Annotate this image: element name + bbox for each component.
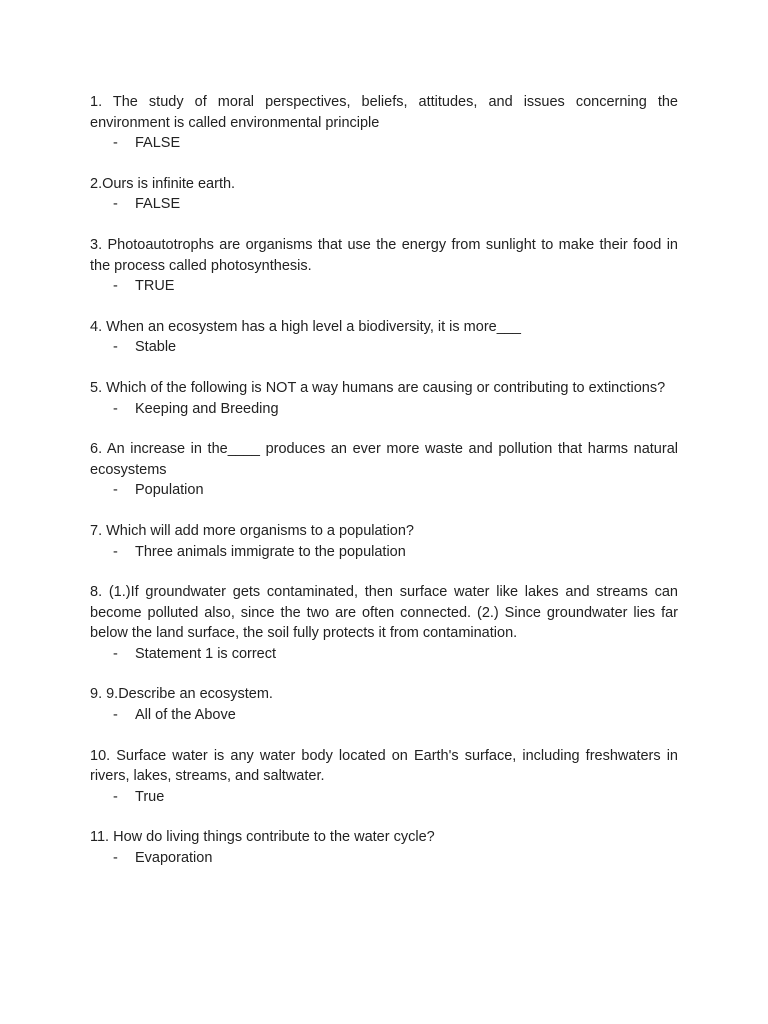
answer-text: Population <box>135 482 204 499</box>
answer-item <box>90 399 678 420</box>
answer-text: Keeping and Breeding <box>135 400 279 417</box>
answer-bullet: - <box>113 482 118 499</box>
answer-bullet: - <box>113 543 118 560</box>
question-item <box>90 582 678 664</box>
answer-text: TRUE <box>135 278 175 295</box>
question-item <box>90 827 678 868</box>
question-text: 3. Photoautotrophs are organisms that use the energy from sunlight to make their food in the process called photosynthesis. <box>90 236 678 274</box>
answer-bullet: - <box>113 788 118 805</box>
answer-item <box>90 787 678 808</box>
answer-text: FALSE <box>135 135 181 152</box>
question-text: 5. Which of the following is NOT a way humans are causing or contributing to extinctions? <box>90 379 666 396</box>
answer-bullet: - <box>113 339 118 356</box>
question-item <box>90 746 678 808</box>
answer-item <box>90 644 678 665</box>
answer-item <box>90 542 678 563</box>
answer-text: FALSE <box>135 196 181 213</box>
answer-item <box>90 133 678 154</box>
answer-item <box>90 705 678 726</box>
question-text: 7. Which will add more organisms to a population? <box>90 522 414 539</box>
question-item <box>90 92 678 154</box>
question-item <box>90 684 678 725</box>
answer-text: Evaporation <box>135 850 213 867</box>
answer-item <box>90 848 678 869</box>
question-text: 6. An increase in the____ produces an ever more waste and pollution that harms natural ecosystems <box>90 441 678 478</box>
answer-item <box>90 194 678 215</box>
answer-bullet: - <box>113 196 118 213</box>
question-text: 8. (1.)If groundwater gets contaminated, then surface water like lakes and streams can become polluted also, since the two are often connected. (2.) Since groundwater lies far below the land surface, the soil fully protects it from contamination. <box>90 584 678 642</box>
question-text: 4. When an ecosystem has a high level a biodiversity, it is more___ <box>90 318 521 335</box>
answer-text: True <box>135 788 165 805</box>
answer-bullet: - <box>113 645 118 662</box>
answer-bullet: - <box>113 707 118 724</box>
question-text: 11. How do living things contribute to the water cycle? <box>90 829 435 846</box>
question-item <box>90 439 678 501</box>
answer-bullet: - <box>113 400 118 417</box>
answer-text: All of the Above <box>135 707 236 724</box>
document-page <box>90 92 678 889</box>
answer-text: Three animals immigrate to the population <box>135 543 406 560</box>
answer-item <box>90 276 678 297</box>
answer-item <box>90 480 678 501</box>
question-item <box>90 317 678 358</box>
question-text: 9. 9.Describe an ecosystem. <box>90 686 273 703</box>
question-text: 10. Surface water is any water body located on Earth's surface, including freshwaters in rivers, lakes, streams, and saltwater. <box>90 747 678 785</box>
answer-bullet: - <box>113 278 118 295</box>
answer-text: Stable <box>135 339 177 356</box>
question-item <box>90 174 678 215</box>
question-item <box>90 235 678 297</box>
question-item <box>90 378 678 419</box>
answer-bullet: - <box>113 850 118 867</box>
answer-bullet: - <box>113 135 118 152</box>
answer-item <box>90 337 678 358</box>
question-text: 2.Ours is infinite earth. <box>90 175 236 192</box>
question-item <box>90 521 678 562</box>
question-text: 1. The study of moral perspectives, beliefs, attitudes, and issues concerning the environment is called environmental principle <box>90 94 678 131</box>
answer-text: Statement 1 is correct <box>135 645 277 662</box>
